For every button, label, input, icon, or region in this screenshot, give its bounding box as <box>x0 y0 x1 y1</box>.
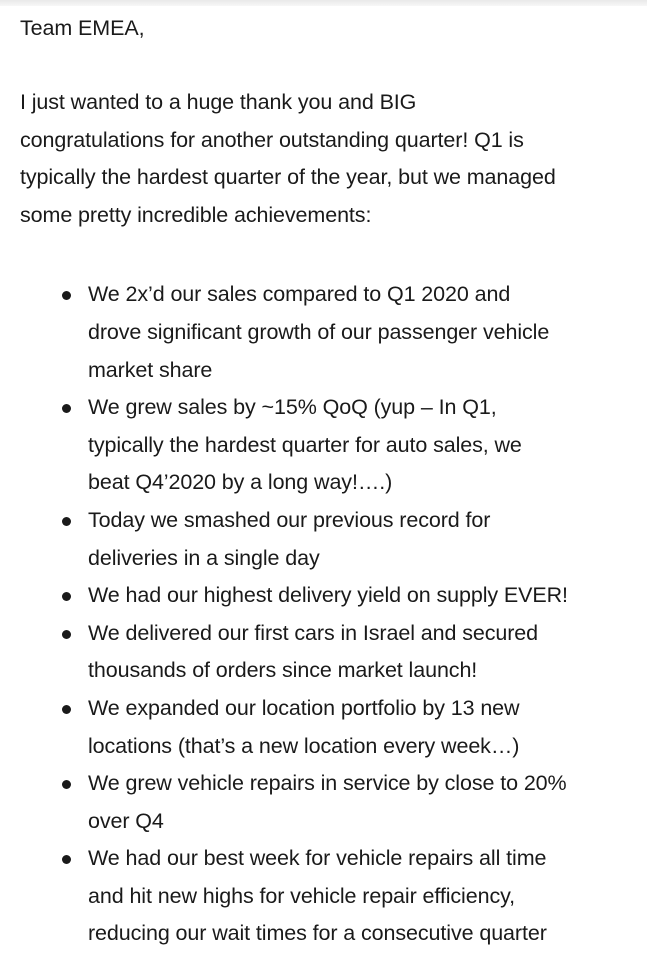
bullet-icon <box>62 404 71 413</box>
list-item <box>20 276 640 389</box>
intro-line: congratulations for another outstanding quarter! Q1 is <box>20 127 524 152</box>
bullet-icon <box>62 780 71 789</box>
list-item <box>20 765 640 840</box>
bullet-icon <box>62 630 71 639</box>
list-item <box>20 577 640 615</box>
achievements-list <box>20 276 640 953</box>
intro-line: some pretty incredible achievements: <box>20 202 372 227</box>
list-item-line: We 2x’d our sales compared to Q1 2020 and <box>88 282 511 307</box>
list-item-line: We had our best week for vehicle repairs all time <box>88 846 547 871</box>
list-item-line: We grew vehicle repairs in service by close to 20% <box>88 771 567 796</box>
list-item-line: We grew sales by ~15% QoQ (yup – In Q1, <box>88 395 497 420</box>
bullet-icon <box>62 855 71 864</box>
list-item-line: beat Q4’2020 by a long way!….) <box>88 470 393 495</box>
list-item-line: deliveries in a single day <box>88 545 320 570</box>
list-item-line: over Q4 <box>88 808 164 833</box>
list-item-line: reducing our wait times for a consecutive quarter <box>88 921 547 946</box>
bullet-icon <box>62 291 71 300</box>
list-item <box>20 502 640 577</box>
list-item <box>20 389 640 502</box>
top-divider <box>0 0 647 6</box>
intro-paragraph <box>20 84 640 234</box>
list-item-line: and hit new highs for vehicle repair efficiency, <box>88 883 516 908</box>
list-item-line: Today we smashed our previous record for <box>88 507 491 532</box>
bullet-icon <box>62 705 71 714</box>
intro-line: typically the hardest quarter of the year, but we managed <box>20 165 556 190</box>
list-item-line: market share <box>88 357 213 382</box>
list-item <box>20 840 640 953</box>
intro-line: I just wanted to a huge thank you and BIG <box>20 90 417 114</box>
list-item-line: We expanded our location portfolio by 13 new <box>88 695 520 720</box>
list-item-line: typically the hardest quarter for auto sales, we <box>88 432 522 457</box>
email-body <box>20 10 640 953</box>
list-item-line: We had our highest delivery yield on supply EVER! <box>88 583 568 608</box>
list-item-line: We delivered our first cars in Israel and secured <box>88 620 538 645</box>
list-item-line: thousands of orders since market launch! <box>88 658 478 683</box>
list-item <box>20 615 640 690</box>
bullet-icon <box>62 592 71 601</box>
list-item <box>20 690 640 765</box>
list-item-line: locations (that’s a new location every week…) <box>88 733 520 758</box>
list-item-line: drove significant growth of our passenger vehicle <box>88 319 550 344</box>
greeting: Team EMEA, <box>20 16 145 40</box>
bullet-icon <box>62 517 71 526</box>
